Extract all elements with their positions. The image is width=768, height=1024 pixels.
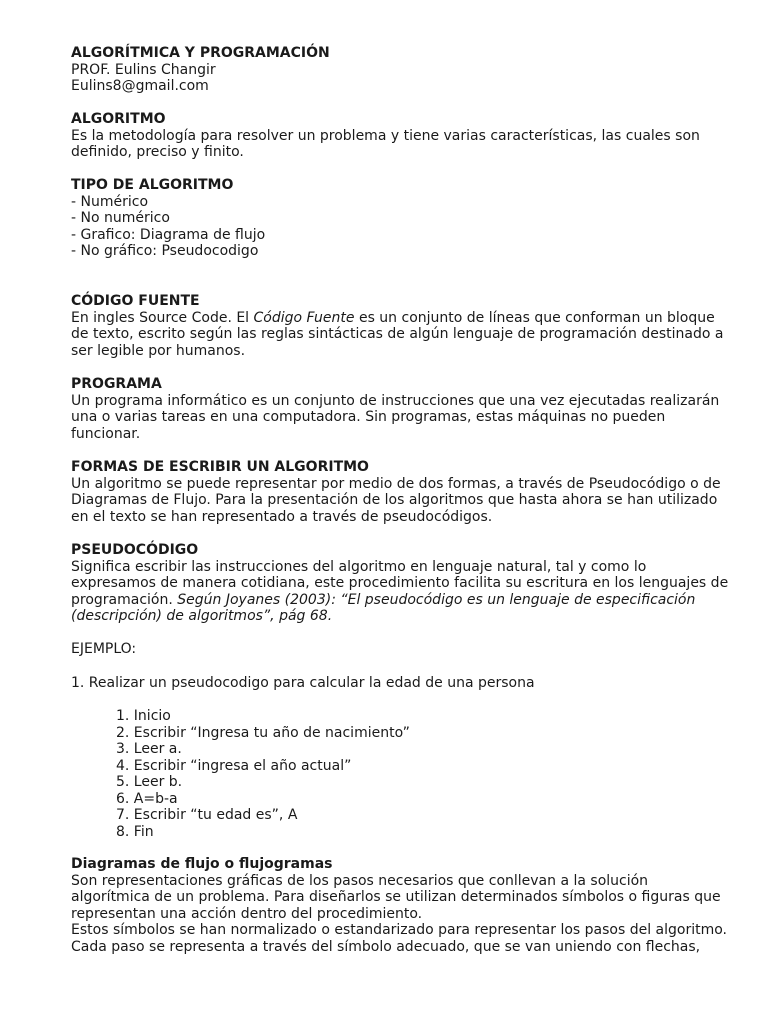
section-heading: TIPO DE ALGORITMO bbox=[71, 177, 234, 193]
paragraph-line: Cada paso se representa a través del símbolo adecuado, que se van uniendo con flechas, bbox=[71, 938, 701, 955]
list-item: - No numérico bbox=[71, 210, 170, 226]
paragraph-line: algorítmica de un problema. Para diseñarlos se utilizan determinados símbolos o figuras que bbox=[71, 889, 721, 905]
document-header bbox=[71, 45, 731, 95]
paragraph-line: en el texto se han representado a través de pseudocódigos. bbox=[71, 508, 493, 525]
text-run: es un conjunto de líneas que conforman un bloque bbox=[354, 309, 715, 326]
step-item: 7. Escribir “tu edad es”, A bbox=[116, 807, 298, 823]
step-item: 4. Escribir “ingresa el año actual” bbox=[116, 757, 352, 774]
paragraph-line bbox=[71, 608, 731, 625]
step-item: 8. Fin bbox=[116, 823, 154, 840]
paragraph-line: Significa escribir las instrucciones del algoritmo en lenguaje natural, tal y como lo bbox=[71, 558, 647, 575]
section-pseudocodigo bbox=[71, 542, 731, 625]
paragraph-line: Diagramas de Flujo. Para la presentación de los algoritmos que hasta ahora se han utilizado bbox=[71, 492, 718, 508]
paragraph-line bbox=[71, 592, 731, 609]
section-algoritmo bbox=[71, 111, 731, 161]
section-formas bbox=[71, 459, 731, 525]
example-label-block bbox=[71, 641, 731, 658]
step-item: 6. A=b-a bbox=[116, 790, 178, 807]
paragraph-line: representan una acción dentro del procedimiento. bbox=[71, 905, 423, 922]
paragraph-line: Un programa informático es un conjunto de instrucciones que una vez ejecutadas realizarán bbox=[71, 392, 720, 409]
step-item: 5. Leer b. bbox=[116, 774, 183, 790]
example-steps-list bbox=[116, 708, 410, 840]
italic-citation: Según Joyanes (2003): “El pseudocódigo es un lenguaje de especificación bbox=[177, 591, 696, 608]
paragraph-line: Estos símbolos se han normalizado o estandarizado para representar los pasos del algoritmo. bbox=[71, 922, 728, 938]
example-label: EJEMPLO: bbox=[71, 641, 137, 657]
step-item: 2. Escribir “Ingresa tu año de nacimiento” bbox=[116, 724, 410, 741]
list-item: - Numérico bbox=[71, 193, 149, 210]
paragraph-line: definido, preciso y finito. bbox=[71, 144, 244, 160]
example-task-block bbox=[71, 675, 731, 692]
paragraph-line: Son representaciones gráficas de los pasos necesarios que conllevan a la solución bbox=[71, 872, 649, 889]
paragraph-line: una o varias tareas en una computadora. Sin programas, estas máquinas no pueden bbox=[71, 409, 666, 425]
example-task: 1. Realizar un pseudocodigo para calcular la edad de una persona bbox=[71, 675, 535, 691]
paragraph-line: Un algoritmo se puede representar por medio de dos formas, a través de Pseudocódigo o de bbox=[71, 475, 721, 492]
section-tipo bbox=[71, 177, 731, 260]
paragraph-line: funcionar. bbox=[71, 425, 141, 442]
paragraph-line: expresamos de manera cotidiana, este procedimiento facilita su escritura en los lenguajes de bbox=[71, 575, 729, 591]
list-item: - Grafico: Diagrama de flujo bbox=[71, 226, 266, 243]
professor-name: PROF. Eulins Changir bbox=[71, 61, 216, 78]
section-heading: Diagramas de flujo o flujogramas bbox=[71, 856, 333, 872]
section-diagramas bbox=[71, 856, 731, 955]
section-heading: PROGRAMA bbox=[71, 376, 162, 392]
italic-term: Código Fuente bbox=[253, 309, 355, 326]
section-heading: ALGORITMO bbox=[71, 111, 166, 127]
section-programa bbox=[71, 376, 731, 442]
section-heading: CÓDIGO FUENTE bbox=[71, 293, 200, 309]
section-codigo-fuente bbox=[71, 293, 731, 359]
paragraph-line bbox=[71, 310, 731, 327]
text-run: En ingles Source Code. El bbox=[71, 309, 254, 326]
paragraph-line: ser legible por humanos. bbox=[71, 342, 246, 359]
course-title: ALGORÍTMICA Y PROGRAMACIÓN bbox=[71, 45, 330, 61]
italic-citation: (descripción) de algoritmos”, pág 68. bbox=[71, 608, 333, 624]
section-heading: FORMAS DE ESCRIBIR UN ALGORITMO bbox=[71, 459, 369, 475]
paragraph-line: Es la metodología para resolver un problema y tiene varias características, las cuales son bbox=[71, 127, 700, 144]
step-item: 1. Inicio bbox=[116, 708, 171, 724]
step-item: 3. Leer a. bbox=[116, 741, 182, 757]
professor-email: Eulins8@gmail.com bbox=[71, 78, 209, 94]
paragraph-line: de texto, escrito según las reglas sintácticas de algún lenguaje de programación destinado a bbox=[71, 326, 724, 342]
text-run: programación. bbox=[71, 591, 178, 608]
list-item: - No gráfico: Pseudocodigo bbox=[71, 243, 259, 259]
section-heading: PSEUDOCÓDIGO bbox=[71, 542, 199, 558]
